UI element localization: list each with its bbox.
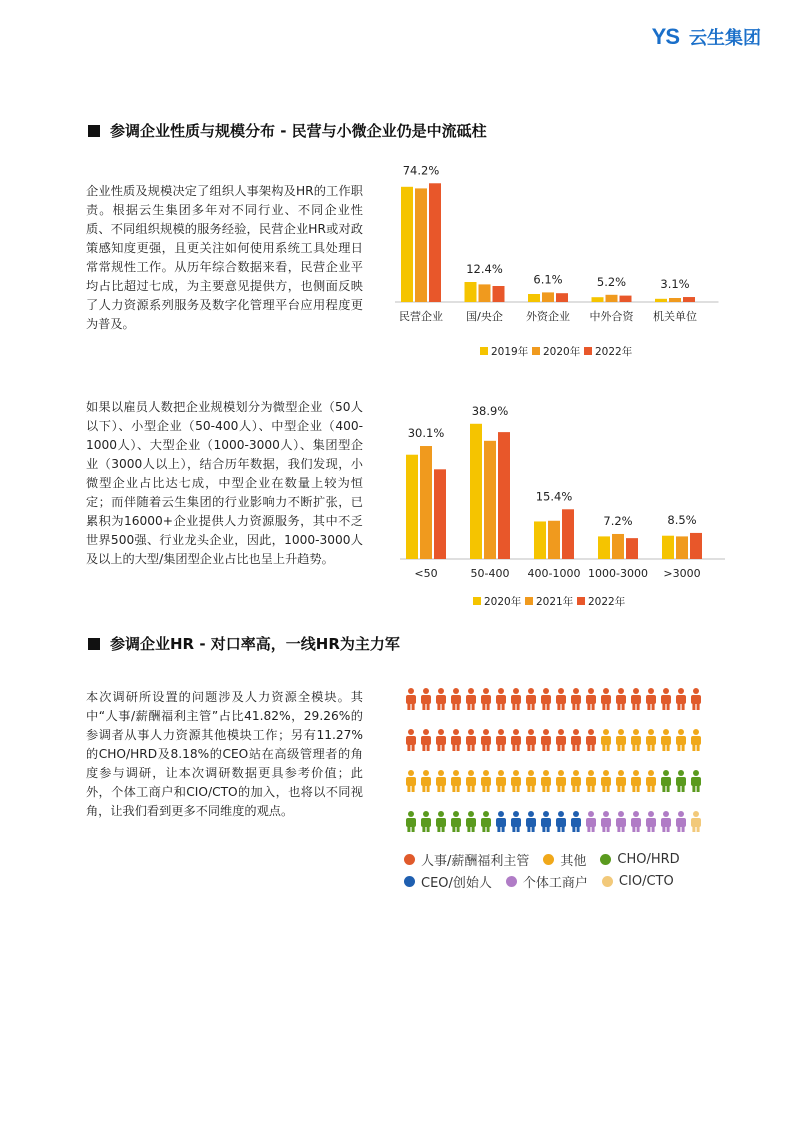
person-icon bbox=[481, 688, 491, 710]
paragraph-hr-roles: 本次调研所设置的问题涉及人力资源全模块。其中“人事/薪酬福利主管”占比41.82%，29.26%的参调者从事人力资源其他模块工作；另有11.27%的CHO/HRD及8.18%的CEO站在高级管理者的角度参与调研，让本次调研数据更具参考价值；此外，个体工商户和CIO/CTO的加入，也将以不同视角，让我们看到更多不同维度的观点。 bbox=[86, 690, 363, 818]
person-icon bbox=[436, 770, 446, 792]
legend-label-2022年: 2022年 bbox=[595, 346, 633, 358]
logo-mark: YS bbox=[651, 24, 679, 49]
legend-label-2019年: 2019年 bbox=[491, 346, 529, 358]
bar-50-400-2022年 bbox=[498, 432, 510, 559]
category-label-50-400: 50-400 bbox=[470, 567, 510, 580]
data-label-50-400: 38.9% bbox=[471, 403, 509, 418]
person-icon bbox=[661, 770, 671, 792]
category-label-400-1000: 400-1000 bbox=[527, 567, 581, 580]
person-icon bbox=[601, 729, 611, 751]
person-icon bbox=[646, 729, 656, 751]
person-icon bbox=[526, 729, 536, 751]
person-icon bbox=[691, 811, 701, 832]
person-icon bbox=[421, 770, 431, 792]
person-icon bbox=[661, 729, 671, 751]
category-label-民营企业: 民营企业 bbox=[399, 310, 443, 323]
logo-text: 云生集团 bbox=[689, 28, 761, 49]
bar-<50-2021年 bbox=[420, 446, 432, 559]
person-icon bbox=[586, 688, 596, 710]
category-label->3000: >3000 bbox=[663, 567, 701, 580]
person-icon bbox=[541, 688, 551, 710]
person-icon bbox=[511, 811, 521, 832]
person-icon bbox=[496, 729, 506, 751]
bar-<50-2020年 bbox=[406, 455, 418, 559]
pictogram-legend-row-2 bbox=[404, 872, 674, 891]
person-icon bbox=[496, 688, 506, 710]
category-label-1000-3000: 1000-3000 bbox=[588, 567, 648, 580]
person-icon bbox=[601, 811, 611, 832]
bar-1000-3000-2020年 bbox=[598, 536, 610, 559]
legend-swatch-2020年 bbox=[532, 347, 540, 355]
person-icon bbox=[571, 729, 581, 751]
data-label-国/央企: 12.4% bbox=[466, 262, 503, 276]
person-icon bbox=[481, 770, 491, 792]
bar-400-1000-2020年 bbox=[534, 521, 546, 559]
bar-中外合资-2020年 bbox=[606, 295, 618, 302]
legend-swatch-2020年 bbox=[473, 597, 481, 605]
person-icon bbox=[556, 729, 566, 751]
person-icon bbox=[631, 811, 641, 832]
person-icon bbox=[421, 688, 431, 710]
legend-item-ceo: CEO/创始人 bbox=[404, 872, 492, 891]
person-icon bbox=[466, 770, 476, 792]
person-icon bbox=[481, 729, 491, 751]
bar-中外合资-2019年 bbox=[592, 297, 604, 302]
section-title-1 bbox=[88, 120, 487, 141]
data-label-1000-3000: 7.2% bbox=[603, 513, 633, 528]
section-title-1-text: 参调企业性质与规模分布 - 民营与小微企业仍是中流砥柱 bbox=[110, 122, 487, 140]
person-icon bbox=[466, 811, 476, 832]
person-icon bbox=[616, 688, 626, 710]
legend-label-2020年: 2020年 bbox=[543, 346, 581, 358]
chart-hr-roles-pictogram bbox=[405, 682, 715, 832]
person-icon bbox=[436, 811, 446, 832]
person-icon bbox=[586, 811, 596, 832]
category-label-机关单位: 机关单位 bbox=[653, 310, 697, 323]
data-label-机关单位: 3.1% bbox=[660, 277, 690, 292]
person-icon bbox=[616, 770, 626, 792]
category-label-外资企业: 外资企业 bbox=[526, 310, 570, 323]
legend-label-2021年: 2021年 bbox=[536, 596, 574, 608]
legend-item-cio-cto: CIO/CTO bbox=[602, 872, 674, 891]
person-icon bbox=[406, 770, 416, 792]
person-icon bbox=[451, 729, 461, 751]
legend-swatch-2022年 bbox=[584, 347, 592, 355]
company-logo bbox=[652, 24, 761, 50]
person-icon bbox=[646, 688, 656, 710]
category-label-国/央企: 国/央企 bbox=[466, 310, 503, 323]
square-bullet-icon bbox=[88, 125, 100, 137]
bar->3000-2022年 bbox=[690, 533, 702, 559]
bar-国/央企-2019年 bbox=[465, 282, 477, 302]
person-icon bbox=[676, 811, 686, 832]
legend-item-cho-hrd: CHO/HRD bbox=[600, 850, 679, 869]
data-label-外资企业: 6.1% bbox=[533, 272, 563, 287]
person-icon bbox=[541, 811, 551, 832]
person-icon bbox=[631, 729, 641, 751]
person-icon bbox=[646, 811, 656, 832]
person-icon bbox=[661, 688, 671, 710]
bar-400-1000-2022年 bbox=[562, 509, 574, 559]
person-icon bbox=[571, 811, 581, 832]
bar-1000-3000-2021年 bbox=[612, 534, 624, 559]
person-icon bbox=[586, 770, 596, 792]
person-icon bbox=[541, 770, 551, 792]
person-icon bbox=[676, 729, 686, 751]
legend-swatch-2021年 bbox=[525, 597, 533, 605]
person-icon bbox=[511, 770, 521, 792]
person-icon bbox=[406, 729, 416, 751]
data-label-民营企业: 74.2% bbox=[402, 163, 440, 178]
person-icon bbox=[466, 729, 476, 751]
section-title-2-text: 参调企业HR - 对口率高，一线HR为主力军 bbox=[110, 635, 400, 653]
person-icon bbox=[691, 688, 701, 710]
legend-item-other: 其他 bbox=[543, 850, 586, 869]
person-icon bbox=[481, 811, 491, 832]
bar-400-1000-2021年 bbox=[548, 521, 560, 559]
bar-外资企业-2020年 bbox=[542, 292, 554, 302]
chart-enterprise-nature bbox=[385, 160, 725, 370]
bar-民营企业-2022年 bbox=[429, 183, 441, 302]
paragraph-enterprise-nature: 企业性质及规模决定了组织人事架构及HR的工作职责。根据云生集团多年对不同行业、不同企业性质、不同组织规模的服务经验，民营企业HR或对政策感知度更强，且更关注如何使用系统工具处理日常常规性工作。从历年综合数据来看，民营企业平均占比超过七成，为主要意见提供方，也侧面反映了人力资源系列服务及数字化管理平台应用程度更为普及。 bbox=[86, 184, 363, 331]
person-icon bbox=[691, 770, 701, 792]
bar-<50-2022年 bbox=[434, 469, 446, 559]
bar-机关单位-2019年 bbox=[655, 299, 667, 302]
bar-外资企业-2019年 bbox=[528, 294, 540, 302]
bar->3000-2021年 bbox=[676, 536, 688, 559]
data-label-400-1000: 15.4% bbox=[535, 489, 573, 504]
person-icon bbox=[571, 688, 581, 710]
person-icon bbox=[421, 729, 431, 751]
bar-50-400-2021年 bbox=[484, 441, 496, 559]
person-icon bbox=[436, 729, 446, 751]
bar->3000-2020年 bbox=[662, 536, 674, 559]
section-title-2 bbox=[88, 633, 400, 654]
legend-item-hr-manager: 人事/薪酬福利主管 bbox=[404, 850, 529, 869]
data-label-<50: 30.1% bbox=[407, 426, 445, 441]
pictogram-legend-row-1 bbox=[404, 850, 680, 869]
person-icon bbox=[496, 770, 506, 792]
person-icon bbox=[451, 688, 461, 710]
legend-label-2020年: 2020年 bbox=[484, 596, 522, 608]
bar-外资企业-2022年 bbox=[556, 293, 568, 302]
person-icon bbox=[691, 729, 701, 751]
person-icon bbox=[526, 688, 536, 710]
person-icon bbox=[511, 729, 521, 751]
legend-item-self-employed: 个体工商户 bbox=[506, 872, 588, 891]
category-label-<50: <50 bbox=[414, 567, 438, 580]
bar-国/央企-2022年 bbox=[493, 286, 505, 302]
person-icon bbox=[676, 770, 686, 792]
category-label-中外合资: 中外合资 bbox=[589, 310, 634, 323]
person-icon bbox=[601, 688, 611, 710]
person-icon bbox=[556, 811, 566, 832]
square-bullet-icon bbox=[88, 638, 100, 650]
person-icon bbox=[631, 770, 641, 792]
bar-民营企业-2020年 bbox=[415, 188, 427, 302]
legend-swatch-2019年 bbox=[480, 347, 488, 355]
person-icon bbox=[661, 811, 671, 832]
chart-enterprise-size bbox=[385, 400, 725, 615]
bar-机关单位-2022年 bbox=[683, 297, 695, 302]
person-icon bbox=[526, 811, 536, 832]
person-icon bbox=[511, 688, 521, 710]
legend-swatch-2022年 bbox=[577, 597, 585, 605]
person-icon bbox=[406, 811, 416, 832]
bar-50-400-2020年 bbox=[470, 424, 482, 559]
legend-label-2022年: 2022年 bbox=[588, 596, 626, 608]
person-icon bbox=[646, 770, 656, 792]
person-icon bbox=[616, 811, 626, 832]
bar-机关单位-2020年 bbox=[669, 298, 681, 302]
person-icon bbox=[496, 811, 506, 832]
person-icon bbox=[451, 770, 461, 792]
person-icon bbox=[526, 770, 536, 792]
person-icon bbox=[436, 688, 446, 710]
person-icon bbox=[466, 688, 476, 710]
person-icon bbox=[586, 729, 596, 751]
bar-1000-3000-2022年 bbox=[626, 538, 638, 559]
person-icon bbox=[421, 811, 431, 832]
person-icon bbox=[631, 688, 641, 710]
bar-中外合资-2022年 bbox=[620, 296, 632, 302]
paragraph-enterprise-size: 如果以雇员人数把企业规模划分为微型企业（50人以下）、小型企业（50-400人）、中型企业（400-1000人）、大型企业（1000-3000人）、集团型企业（3000人以上），结合历年数据，我们发现，小微型企业占比达七成，中型企业在数量上较为恒定；而伴随着云生集团的行业影响力不断扩张，已累积为16000+企业提供人力资源服务，其中不乏世界500强、行业龙头企业，因此，1000-3000人及以上的大型/集团型企业占比也呈上升趋势。 bbox=[86, 400, 363, 566]
bar-民营企业-2019年 bbox=[401, 187, 413, 302]
person-icon bbox=[556, 770, 566, 792]
data-label->3000: 8.5% bbox=[667, 512, 697, 527]
person-icon bbox=[571, 770, 581, 792]
person-icon bbox=[406, 688, 416, 710]
person-icon bbox=[451, 811, 461, 832]
person-icon bbox=[676, 688, 686, 710]
person-icon bbox=[601, 770, 611, 792]
person-icon bbox=[541, 729, 551, 751]
person-icon bbox=[556, 688, 566, 710]
bar-国/央企-2020年 bbox=[479, 284, 491, 302]
data-label-中外合资: 5.2% bbox=[596, 274, 627, 289]
person-icon bbox=[616, 729, 626, 751]
